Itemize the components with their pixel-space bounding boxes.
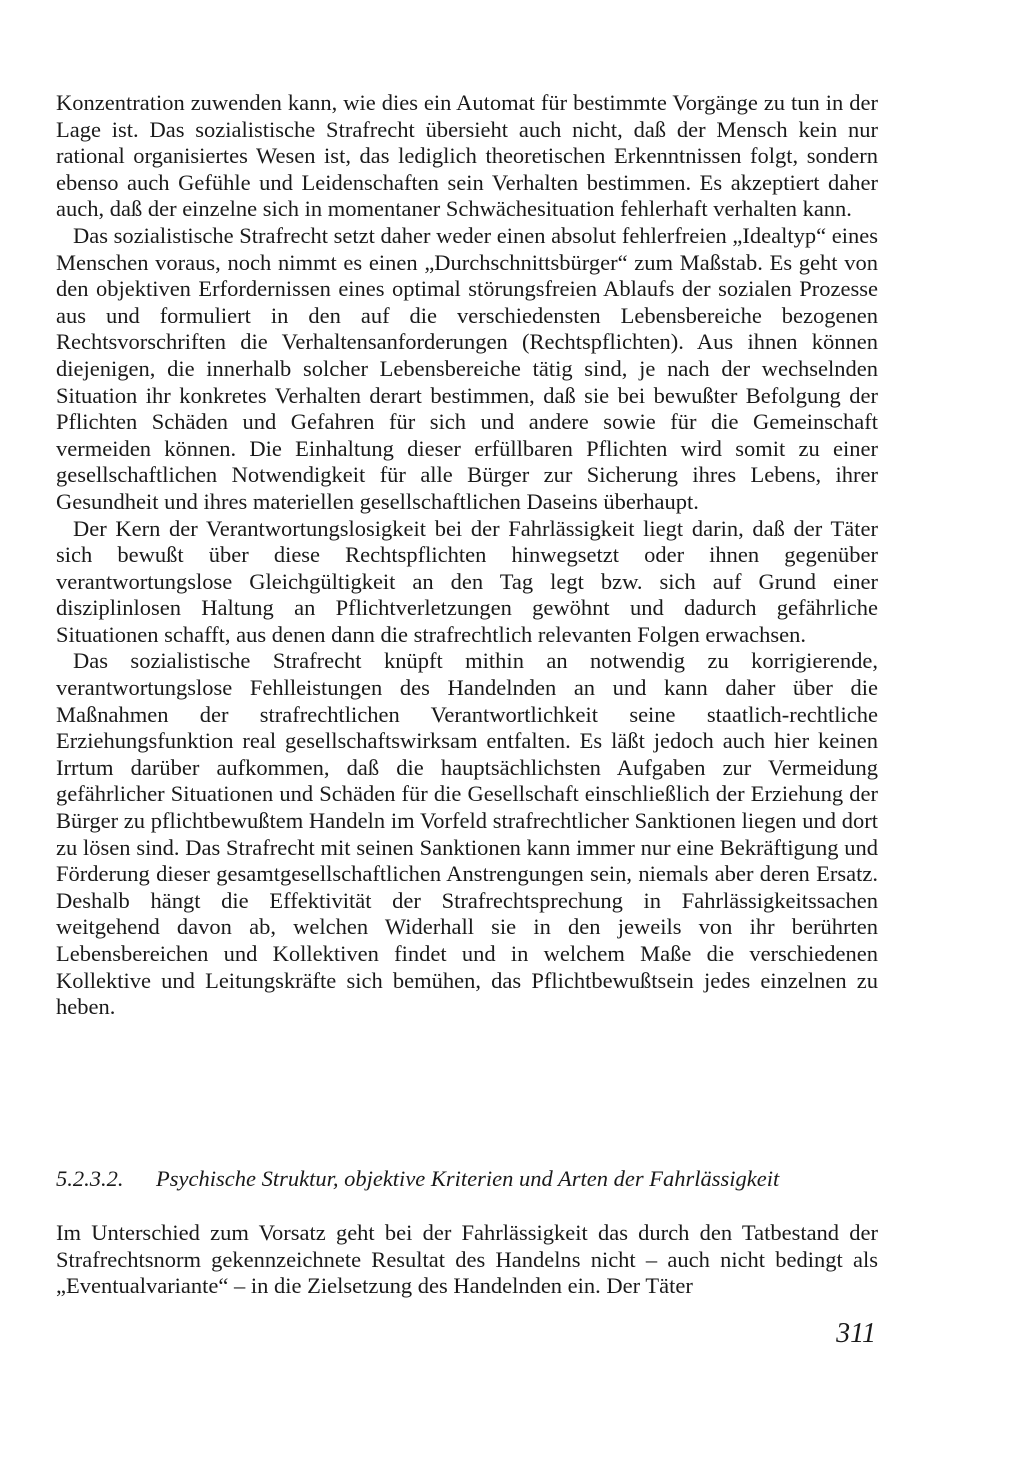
section-number: 5.2.3.2. bbox=[56, 1166, 124, 1191]
paragraph-erziehungsfunktion: Das sozialistische Strafrecht knüpft mithin an notwendig zu korrigierende, verantwortungslose Fehlleistungen des Handelnden an und kann daher über die Maßnahmen der strafrechtlichen Verantwortlichkeit seine staatlich-rechtliche Erziehungsfunktion real gesellschaftswirksam entfalten. Es läßt jedoch auch hier keinen Irrtum darüber aufkommen, daß die hauptsächlichsten Aufgaben zur Vermeidung gefährlicher Situationen und Schäden für die Gesellschaft einschließlich der Erziehung der Bürger zu pflichtbewußtem Handeln im Vorfeld strafrechtlicher Sanktionen liegen und dort zu lösen sind. Das Strafrecht mit seinen Sanktionen kann immer nur eine Bekräftigung und Förderung dieser gesamtgesellschaftlichen Anstrengungen sein, niemals aber deren Ersatz. Deshalb hängt die Effektivität der Strafrechtsprechung in Fahrlässigkeitssachen weitgehend davon ab, welchen Widerhall sie in den jeweils von ihr berührten Lebensbereichen und Kollektiven findet und in welchem Maße die verschiedenen Kollektive und Leitungskräfte sich bemühen, das Pflichtbewußtsein jedes einzelnen zu heben. bbox=[56, 648, 878, 1020]
paragraph-vorsatz: Im Unterschied zum Vorsatz geht bei der Fahrlässigkeit das durch den Tatbestand der Strafrechtsnorm gekennzeichnete Resultat des Handelns nicht – auch nicht bedingt als „Eventualvariante“ – in die Zielsetzung des Handelnden ein. Der Täter bbox=[56, 1220, 878, 1299]
paragraph-idealtyp: Das sozialistische Strafrecht setzt daher weder einen absolut fehlerfreien „Idealtyp“ eines Menschen voraus, noch nimmt es einen „Durchschnittsbürger“ zum Maßstab. Es geht von den objektiven Erfordernissen eines optimal störungsfreien Ablaufs der sozialen Prozesse aus und formuliert in den auf die verschiedensten Lebensbereiche bezogenen Rechtsvorschriften die Verhaltensanforderungen (Rechtspflichten). Aus ihnen können diejenigen, die innerhalb solcher Lebensbereiche tätig sind, je nach der wechselnden Situation ihr konkretes Verhalten derart bestimmen, daß sie bei bewußter Befolgung der Pflichten Schäden und Gefahren für sich und andere sowie für die Gemeinschaft vermeiden können. Die Einhaltung dieser erfüllbaren Pflichten wird somit zu einer gesellschaftlichen Notwendigkeit für alle Bürger zur Sicherung ihres Lebens, ihrer Gesundheit und ihres materiellen gesellschaftlichen Daseins überhaupt. bbox=[56, 222, 878, 514]
section-title: Psychische Struktur, objektive Kriterien und Arten der Fahrlässigkeit bbox=[156, 1166, 780, 1191]
section-heading bbox=[56, 1166, 878, 1192]
section-body-text bbox=[56, 1220, 878, 1300]
paragraph-verantwortungslosigkeit: Der Kern der Verantwortungslosigkeit bei der Fahrlässigkeit liegt darin, daß der Täter sich bewußt über diese Rechtspflichten hinwegsetzt oder ihnen gegenüber verantwortungslose Gleichgültigkeit an den Tag legt bzw. sich auf Grund einer disziplinlosen Haltung an Pflichtverletzungen gewöhnt und dadurch gefährliche Situationen schafft, aus denen dann die strafrechtlich relevanten Folgen erwachsen. bbox=[56, 515, 878, 647]
page-number: 311 bbox=[836, 1318, 876, 1349]
body-text bbox=[56, 90, 878, 1021]
paragraph-continuation: Konzentration zuwenden kann, wie dies ein Automat für bestimmte Vorgänge zu tun in der Lage ist. Das sozialistische Strafrecht übersieht auch nicht, daß der Mensch kein nur rational organisiertes Wesen ist, das lediglich theoretischen Erkenntnissen folgt, sondern ebenso auch Gefühle und Leidenschaften sein Verhalten bestimmen. Es akzeptiert daher auch, daß der einzelne sich in momentaner Schwächesituation fehlerhaft verhalten kann. bbox=[56, 90, 878, 222]
